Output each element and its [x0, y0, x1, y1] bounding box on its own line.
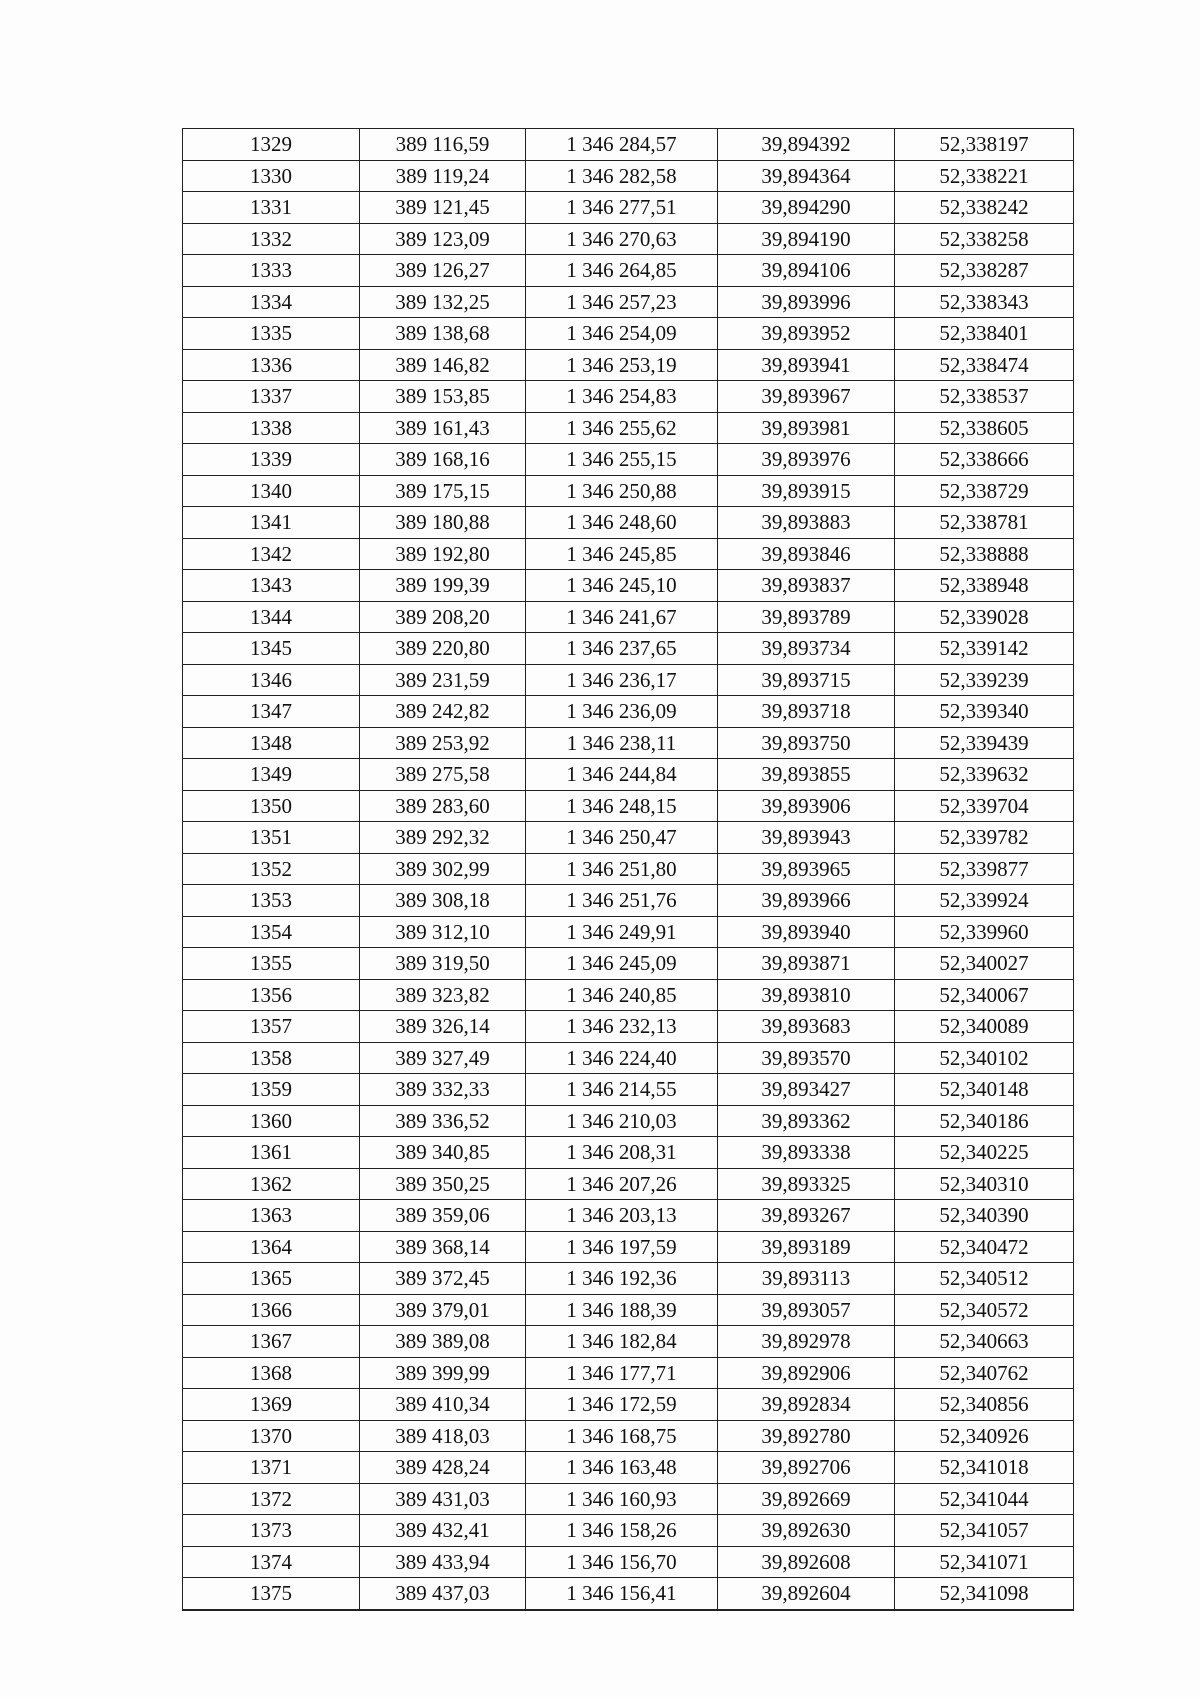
latitude-cell: 39,893267: [718, 1200, 895, 1232]
x-coordinate-cell: 389 410,34: [360, 1389, 526, 1421]
point-number-cell: 1331: [183, 192, 360, 224]
latitude-cell: 39,892780: [718, 1420, 895, 1452]
point-number-cell: 1375: [183, 1578, 360, 1610]
y-coordinate-cell: 1 346 284,57: [526, 129, 718, 161]
y-coordinate-cell: 1 346 236,09: [526, 696, 718, 728]
point-number-cell: 1345: [183, 633, 360, 665]
longitude-cell: 52,340027: [895, 948, 1074, 980]
table-row: [183, 223, 1074, 255]
table-row: [183, 1263, 1074, 1295]
latitude-cell: 39,893976: [718, 444, 895, 476]
y-coordinate-cell: 1 346 282,58: [526, 160, 718, 192]
latitude-cell: 39,893967: [718, 381, 895, 413]
table-row: [183, 696, 1074, 728]
point-number-cell: 1335: [183, 318, 360, 350]
point-number-cell: 1367: [183, 1326, 360, 1358]
y-coordinate-cell: 1 346 241,67: [526, 601, 718, 633]
latitude-cell: 39,893981: [718, 412, 895, 444]
x-coordinate-cell: 389 168,16: [360, 444, 526, 476]
latitude-cell: 39,893789: [718, 601, 895, 633]
latitude-cell: 39,893966: [718, 885, 895, 917]
table-row: [183, 255, 1074, 287]
longitude-cell: 52,338474: [895, 349, 1074, 381]
longitude-cell: 52,338666: [895, 444, 1074, 476]
latitude-cell: 39,894364: [718, 160, 895, 192]
longitude-cell: 52,340472: [895, 1231, 1074, 1263]
x-coordinate-cell: 389 350,25: [360, 1168, 526, 1200]
point-number-cell: 1356: [183, 979, 360, 1011]
x-coordinate-cell: 389 418,03: [360, 1420, 526, 1452]
y-coordinate-cell: 1 346 192,36: [526, 1263, 718, 1295]
latitude-cell: 39,893683: [718, 1011, 895, 1043]
latitude-cell: 39,892604: [718, 1578, 895, 1610]
longitude-cell: 52,339239: [895, 664, 1074, 696]
x-coordinate-cell: 389 132,25: [360, 286, 526, 318]
table-row: [183, 1042, 1074, 1074]
point-number-cell: 1351: [183, 822, 360, 854]
table-row: [183, 601, 1074, 633]
longitude-cell: 52,340225: [895, 1137, 1074, 1169]
x-coordinate-cell: 389 180,88: [360, 507, 526, 539]
table-row: [183, 1137, 1074, 1169]
longitude-cell: 52,338888: [895, 538, 1074, 570]
y-coordinate-cell: 1 346 156,41: [526, 1578, 718, 1610]
longitude-cell: 52,338729: [895, 475, 1074, 507]
longitude-cell: 52,340512: [895, 1263, 1074, 1295]
point-number-cell: 1349: [183, 759, 360, 791]
y-coordinate-cell: 1 346 208,31: [526, 1137, 718, 1169]
latitude-cell: 39,893338: [718, 1137, 895, 1169]
x-coordinate-cell: 389 368,14: [360, 1231, 526, 1263]
longitude-cell: 52,339439: [895, 727, 1074, 759]
latitude-cell: 39,893855: [718, 759, 895, 791]
point-number-cell: 1338: [183, 412, 360, 444]
y-coordinate-cell: 1 346 245,85: [526, 538, 718, 570]
x-coordinate-cell: 389 372,45: [360, 1263, 526, 1295]
y-coordinate-cell: 1 346 264,85: [526, 255, 718, 287]
x-coordinate-cell: 389 308,18: [360, 885, 526, 917]
coordinates-table-body: [183, 129, 1074, 1610]
table-row: [183, 1011, 1074, 1043]
longitude-cell: 52,341018: [895, 1452, 1074, 1484]
table-row: [183, 1515, 1074, 1547]
latitude-cell: 39,893570: [718, 1042, 895, 1074]
point-number-cell: 1358: [183, 1042, 360, 1074]
y-coordinate-cell: 1 346 244,84: [526, 759, 718, 791]
y-coordinate-cell: 1 346 250,47: [526, 822, 718, 854]
longitude-cell: 52,338242: [895, 192, 1074, 224]
latitude-cell: 39,892906: [718, 1357, 895, 1389]
point-number-cell: 1370: [183, 1420, 360, 1452]
latitude-cell: 39,893715: [718, 664, 895, 696]
longitude-cell: 52,338401: [895, 318, 1074, 350]
point-number-cell: 1361: [183, 1137, 360, 1169]
longitude-cell: 52,339877: [895, 853, 1074, 885]
y-coordinate-cell: 1 346 232,13: [526, 1011, 718, 1043]
x-coordinate-cell: 389 433,94: [360, 1546, 526, 1578]
x-coordinate-cell: 389 242,82: [360, 696, 526, 728]
point-number-cell: 1339: [183, 444, 360, 476]
point-number-cell: 1369: [183, 1389, 360, 1421]
latitude-cell: 39,894190: [718, 223, 895, 255]
x-coordinate-cell: 389 146,82: [360, 349, 526, 381]
x-coordinate-cell: 389 116,59: [360, 129, 526, 161]
y-coordinate-cell: 1 346 210,03: [526, 1105, 718, 1137]
y-coordinate-cell: 1 346 254,09: [526, 318, 718, 350]
latitude-cell: 39,893883: [718, 507, 895, 539]
longitude-cell: 52,340926: [895, 1420, 1074, 1452]
point-number-cell: 1346: [183, 664, 360, 696]
longitude-cell: 52,339924: [895, 885, 1074, 917]
latitude-cell: 39,893941: [718, 349, 895, 381]
table-row: [183, 381, 1074, 413]
x-coordinate-cell: 389 123,09: [360, 223, 526, 255]
latitude-cell: 39,893113: [718, 1263, 895, 1295]
y-coordinate-cell: 1 346 255,62: [526, 412, 718, 444]
x-coordinate-cell: 389 323,82: [360, 979, 526, 1011]
point-number-cell: 1336: [183, 349, 360, 381]
longitude-cell: 52,341098: [895, 1578, 1074, 1610]
table-row: [183, 192, 1074, 224]
point-number-cell: 1355: [183, 948, 360, 980]
table-row: [183, 129, 1074, 161]
x-coordinate-cell: 389 253,92: [360, 727, 526, 759]
longitude-cell: 52,339142: [895, 633, 1074, 665]
latitude-cell: 39,893965: [718, 853, 895, 885]
latitude-cell: 39,893837: [718, 570, 895, 602]
longitude-cell: 52,338605: [895, 412, 1074, 444]
x-coordinate-cell: 389 432,41: [360, 1515, 526, 1547]
x-coordinate-cell: 389 175,15: [360, 475, 526, 507]
latitude-cell: 39,893996: [718, 286, 895, 318]
x-coordinate-cell: 389 399,99: [360, 1357, 526, 1389]
point-number-cell: 1363: [183, 1200, 360, 1232]
point-number-cell: 1350: [183, 790, 360, 822]
x-coordinate-cell: 389 126,27: [360, 255, 526, 287]
table-row: [183, 444, 1074, 476]
longitude-cell: 52,338948: [895, 570, 1074, 602]
table-row: [183, 349, 1074, 381]
y-coordinate-cell: 1 346 248,15: [526, 790, 718, 822]
x-coordinate-cell: 389 138,68: [360, 318, 526, 350]
y-coordinate-cell: 1 346 168,75: [526, 1420, 718, 1452]
longitude-cell: 52,340186: [895, 1105, 1074, 1137]
x-coordinate-cell: 389 220,80: [360, 633, 526, 665]
table-row: [183, 1200, 1074, 1232]
longitude-cell: 52,341044: [895, 1483, 1074, 1515]
x-coordinate-cell: 389 119,24: [360, 160, 526, 192]
longitude-cell: 52,340663: [895, 1326, 1074, 1358]
y-coordinate-cell: 1 346 255,15: [526, 444, 718, 476]
x-coordinate-cell: 389 208,20: [360, 601, 526, 633]
x-coordinate-cell: 389 292,32: [360, 822, 526, 854]
x-coordinate-cell: 389 153,85: [360, 381, 526, 413]
latitude-cell: 39,893940: [718, 916, 895, 948]
table-row: [183, 1231, 1074, 1263]
x-coordinate-cell: 389 336,52: [360, 1105, 526, 1137]
point-number-cell: 1359: [183, 1074, 360, 1106]
y-coordinate-cell: 1 346 160,93: [526, 1483, 718, 1515]
latitude-cell: 39,894392: [718, 129, 895, 161]
point-number-cell: 1362: [183, 1168, 360, 1200]
latitude-cell: 39,893057: [718, 1294, 895, 1326]
longitude-cell: 52,339960: [895, 916, 1074, 948]
x-coordinate-cell: 389 340,85: [360, 1137, 526, 1169]
point-number-cell: 1330: [183, 160, 360, 192]
y-coordinate-cell: 1 346 277,51: [526, 192, 718, 224]
longitude-cell: 52,338221: [895, 160, 1074, 192]
latitude-cell: 39,892630: [718, 1515, 895, 1547]
table-row: [183, 538, 1074, 570]
y-coordinate-cell: 1 346 251,76: [526, 885, 718, 917]
y-coordinate-cell: 1 346 158,26: [526, 1515, 718, 1547]
point-number-cell: 1344: [183, 601, 360, 633]
point-number-cell: 1373: [183, 1515, 360, 1547]
point-number-cell: 1333: [183, 255, 360, 287]
x-coordinate-cell: 389 192,80: [360, 538, 526, 570]
latitude-cell: 39,893750: [718, 727, 895, 759]
table-row: [183, 727, 1074, 759]
table-row: [183, 160, 1074, 192]
latitude-cell: 39,893189: [718, 1231, 895, 1263]
x-coordinate-cell: 389 275,58: [360, 759, 526, 791]
table-row: [183, 853, 1074, 885]
table-row: [183, 633, 1074, 665]
table-row: [183, 475, 1074, 507]
x-coordinate-cell: 389 327,49: [360, 1042, 526, 1074]
longitude-cell: 52,338287: [895, 255, 1074, 287]
y-coordinate-cell: 1 346 245,09: [526, 948, 718, 980]
table-row: [183, 1294, 1074, 1326]
point-number-cell: 1329: [183, 129, 360, 161]
x-coordinate-cell: 389 359,06: [360, 1200, 526, 1232]
table-row: [183, 822, 1074, 854]
y-coordinate-cell: 1 346 257,23: [526, 286, 718, 318]
y-coordinate-cell: 1 346 197,59: [526, 1231, 718, 1263]
y-coordinate-cell: 1 346 177,71: [526, 1357, 718, 1389]
longitude-cell: 52,339632: [895, 759, 1074, 791]
x-coordinate-cell: 389 332,33: [360, 1074, 526, 1106]
x-coordinate-cell: 389 437,03: [360, 1578, 526, 1610]
longitude-cell: 52,338781: [895, 507, 1074, 539]
table-row: [183, 286, 1074, 318]
point-number-cell: 1342: [183, 538, 360, 570]
longitude-cell: 52,340762: [895, 1357, 1074, 1389]
longitude-cell: 52,340310: [895, 1168, 1074, 1200]
x-coordinate-cell: 389 312,10: [360, 916, 526, 948]
point-number-cell: 1343: [183, 570, 360, 602]
table-row: [183, 759, 1074, 791]
latitude-cell: 39,892608: [718, 1546, 895, 1578]
y-coordinate-cell: 1 346 163,48: [526, 1452, 718, 1484]
longitude-cell: 52,340390: [895, 1200, 1074, 1232]
point-number-cell: 1352: [183, 853, 360, 885]
latitude-cell: 39,893734: [718, 633, 895, 665]
point-number-cell: 1337: [183, 381, 360, 413]
table-row: [183, 1578, 1074, 1610]
table-row: [183, 1168, 1074, 1200]
table-row: [183, 1546, 1074, 1578]
point-number-cell: 1353: [183, 885, 360, 917]
latitude-cell: 39,893427: [718, 1074, 895, 1106]
table-row: [183, 318, 1074, 350]
latitude-cell: 39,893325: [718, 1168, 895, 1200]
table-row: [183, 1420, 1074, 1452]
x-coordinate-cell: 389 431,03: [360, 1483, 526, 1515]
x-coordinate-cell: 389 283,60: [360, 790, 526, 822]
longitude-cell: 52,338343: [895, 286, 1074, 318]
x-coordinate-cell: 389 319,50: [360, 948, 526, 980]
x-coordinate-cell: 389 326,14: [360, 1011, 526, 1043]
y-coordinate-cell: 1 346 156,70: [526, 1546, 718, 1578]
x-coordinate-cell: 389 121,45: [360, 192, 526, 224]
longitude-cell: 52,339028: [895, 601, 1074, 633]
latitude-cell: 39,893871: [718, 948, 895, 980]
point-number-cell: 1348: [183, 727, 360, 759]
latitude-cell: 39,892669: [718, 1483, 895, 1515]
table-row: [183, 507, 1074, 539]
y-coordinate-cell: 1 346 203,13: [526, 1200, 718, 1232]
table-row: [183, 916, 1074, 948]
y-coordinate-cell: 1 346 251,80: [526, 853, 718, 885]
table-row: [183, 1326, 1074, 1358]
point-number-cell: 1340: [183, 475, 360, 507]
point-number-cell: 1347: [183, 696, 360, 728]
x-coordinate-cell: 389 379,01: [360, 1294, 526, 1326]
point-number-cell: 1357: [183, 1011, 360, 1043]
longitude-cell: 52,339340: [895, 696, 1074, 728]
table-row: [183, 1452, 1074, 1484]
latitude-cell: 39,894106: [718, 255, 895, 287]
y-coordinate-cell: 1 346 188,39: [526, 1294, 718, 1326]
x-coordinate-cell: 389 161,43: [360, 412, 526, 444]
latitude-cell: 39,894290: [718, 192, 895, 224]
x-coordinate-cell: 389 428,24: [360, 1452, 526, 1484]
latitude-cell: 39,893906: [718, 790, 895, 822]
longitude-cell: 52,340089: [895, 1011, 1074, 1043]
latitude-cell: 39,893846: [718, 538, 895, 570]
latitude-cell: 39,892978: [718, 1326, 895, 1358]
table-row: [183, 664, 1074, 696]
point-number-cell: 1334: [183, 286, 360, 318]
table-row: [183, 1074, 1074, 1106]
longitude-cell: 52,340856: [895, 1389, 1074, 1421]
table-row: [183, 1483, 1074, 1515]
y-coordinate-cell: 1 346 253,19: [526, 349, 718, 381]
y-coordinate-cell: 1 346 237,65: [526, 633, 718, 665]
longitude-cell: 52,339782: [895, 822, 1074, 854]
longitude-cell: 52,340102: [895, 1042, 1074, 1074]
y-coordinate-cell: 1 346 240,85: [526, 979, 718, 1011]
latitude-cell: 39,893810: [718, 979, 895, 1011]
y-coordinate-cell: 1 346 172,59: [526, 1389, 718, 1421]
point-number-cell: 1332: [183, 223, 360, 255]
latitude-cell: 39,893362: [718, 1105, 895, 1137]
x-coordinate-cell: 389 389,08: [360, 1326, 526, 1358]
y-coordinate-cell: 1 346 270,63: [526, 223, 718, 255]
point-number-cell: 1372: [183, 1483, 360, 1515]
table-row: [183, 1357, 1074, 1389]
y-coordinate-cell: 1 346 249,91: [526, 916, 718, 948]
table-row: [183, 979, 1074, 1011]
table-row: [183, 412, 1074, 444]
y-coordinate-cell: 1 346 207,26: [526, 1168, 718, 1200]
longitude-cell: 52,338537: [895, 381, 1074, 413]
point-number-cell: 1365: [183, 1263, 360, 1295]
longitude-cell: 52,340572: [895, 1294, 1074, 1326]
longitude-cell: 52,338258: [895, 223, 1074, 255]
longitude-cell: 52,341057: [895, 1515, 1074, 1547]
longitude-cell: 52,340148: [895, 1074, 1074, 1106]
point-number-cell: 1360: [183, 1105, 360, 1137]
latitude-cell: 39,893718: [718, 696, 895, 728]
longitude-cell: 52,338197: [895, 129, 1074, 161]
latitude-cell: 39,892706: [718, 1452, 895, 1484]
coordinates-table: [182, 128, 1074, 1611]
longitude-cell: 52,339704: [895, 790, 1074, 822]
longitude-cell: 52,340067: [895, 979, 1074, 1011]
x-coordinate-cell: 389 302,99: [360, 853, 526, 885]
point-number-cell: 1341: [183, 507, 360, 539]
point-number-cell: 1364: [183, 1231, 360, 1263]
y-coordinate-cell: 1 346 238,11: [526, 727, 718, 759]
point-number-cell: 1371: [183, 1452, 360, 1484]
y-coordinate-cell: 1 346 245,10: [526, 570, 718, 602]
y-coordinate-cell: 1 346 248,60: [526, 507, 718, 539]
table-row: [183, 570, 1074, 602]
table-row: [183, 885, 1074, 917]
table-row: [183, 948, 1074, 980]
point-number-cell: 1368: [183, 1357, 360, 1389]
latitude-cell: 39,893952: [718, 318, 895, 350]
latitude-cell: 39,893915: [718, 475, 895, 507]
table-row: [183, 790, 1074, 822]
latitude-cell: 39,892834: [718, 1389, 895, 1421]
latitude-cell: 39,893943: [718, 822, 895, 854]
x-coordinate-cell: 389 231,59: [360, 664, 526, 696]
point-number-cell: 1366: [183, 1294, 360, 1326]
y-coordinate-cell: 1 346 250,88: [526, 475, 718, 507]
x-coordinate-cell: 389 199,39: [360, 570, 526, 602]
y-coordinate-cell: 1 346 224,40: [526, 1042, 718, 1074]
table-row: [183, 1105, 1074, 1137]
y-coordinate-cell: 1 346 214,55: [526, 1074, 718, 1106]
point-number-cell: 1374: [183, 1546, 360, 1578]
point-number-cell: 1354: [183, 916, 360, 948]
longitude-cell: 52,341071: [895, 1546, 1074, 1578]
y-coordinate-cell: 1 346 254,83: [526, 381, 718, 413]
y-coordinate-cell: 1 346 182,84: [526, 1326, 718, 1358]
table-row: [183, 1389, 1074, 1421]
y-coordinate-cell: 1 346 236,17: [526, 664, 718, 696]
